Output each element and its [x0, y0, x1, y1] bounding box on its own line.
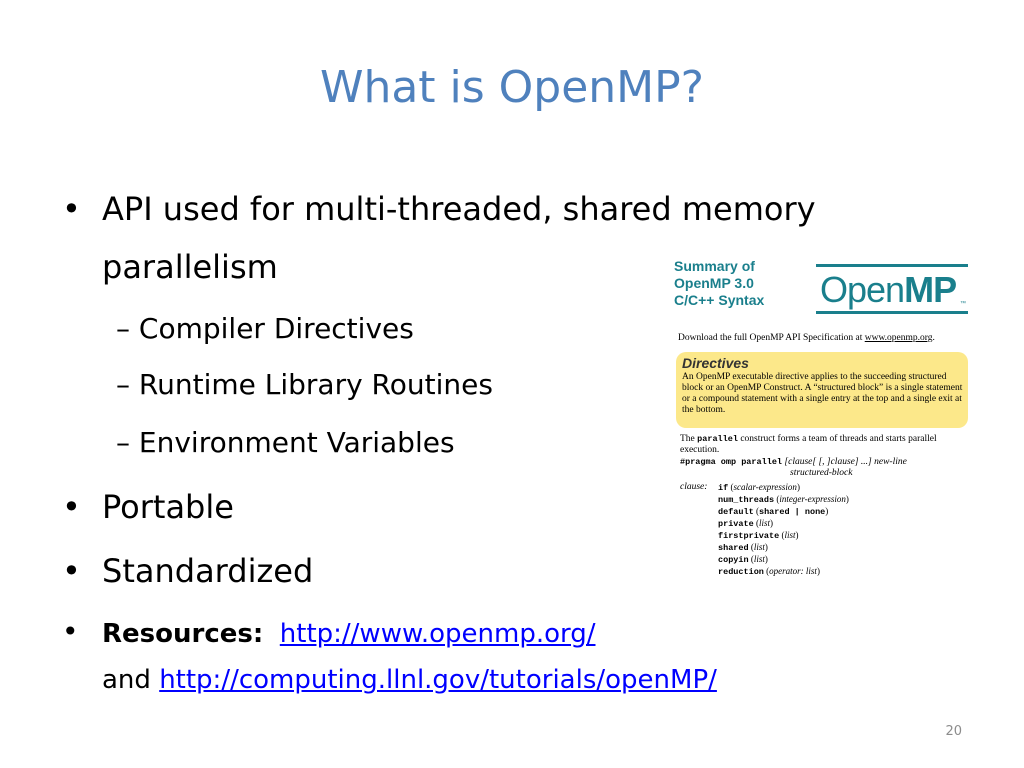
clause-list	[718, 482, 849, 578]
bullet-api-text: API used for multi-threaded, shared memory	[102, 190, 816, 228]
clause-keyword: shared	[718, 543, 749, 553]
logo-trademark: ™	[960, 301, 966, 307]
parallel-suffix: construct forms a team of threads and starts parallel execution.	[680, 434, 937, 455]
bullet-glyph: •	[62, 615, 79, 648]
clause-keyword: if	[718, 483, 729, 493]
clause-item: firstprivate (list)	[718, 530, 799, 541]
clause-item: default (shared | none)	[718, 506, 829, 517]
bullet-portable-text: Portable	[102, 488, 234, 526]
parallel-description	[680, 434, 964, 456]
clause-argument: list	[784, 530, 796, 540]
card-heading	[674, 258, 764, 309]
sub-bullet-compiler-directives: – Compiler Directives	[116, 312, 414, 345]
directives-text: An OpenMP executable directive applies to the succeeding structured block or an OpenMP Construct. A “structured block” is a single statement or a compound statement with a single entry at the top and a single exit at the bottom.	[682, 372, 963, 415]
clause-argument: integer-expression	[779, 494, 846, 504]
clause-keyword: copyin	[718, 555, 749, 565]
bullet-glyph: •	[62, 190, 81, 228]
card-heading-line: C/C++ Syntax	[674, 292, 765, 308]
clause-item: copyin (list)	[718, 554, 768, 565]
parallel-prefix: The	[680, 434, 698, 444]
download-prefix: Download the full OpenMP API Specification at	[678, 333, 865, 343]
clause-keyword: num_threads	[718, 495, 775, 505]
bullet-api-text-cont: parallelism	[102, 248, 278, 286]
logo-mp: MP	[904, 269, 957, 310]
clause-keyword: private	[718, 519, 754, 529]
sub-bullet-environment-variables: – Environment Variables	[116, 426, 455, 459]
logo-text	[820, 271, 956, 309]
directives-title: Directives	[682, 355, 749, 371]
clause-item: reduction (operator: list)	[718, 566, 820, 577]
clause-keyword: default	[718, 507, 754, 517]
clause-item: num_threads (integer-expression)	[718, 494, 849, 505]
card-heading-line: OpenMP 3.0	[674, 275, 754, 291]
clause-argument: scalar-expression	[733, 482, 797, 492]
directives-box	[676, 352, 968, 428]
clause-argument: list	[753, 554, 765, 564]
clause-argument: list	[753, 542, 765, 552]
slide-number: 20	[945, 724, 962, 739]
llnl-tutorial-link[interactable]: http://computing.llnl.gov/tutorials/openMP/	[159, 665, 717, 695]
clause-label: clause:	[680, 482, 708, 492]
structured-block-label: structured-block	[790, 468, 853, 478]
bullet-resources-line	[102, 618, 596, 650]
parallel-keyword: parallel	[697, 434, 738, 444]
clause-argument: shared | none	[758, 507, 826, 517]
openmp-org-link[interactable]: http://www.openmp.org/	[279, 619, 596, 649]
clause-item: shared (list)	[718, 542, 768, 553]
pragma-line	[680, 457, 907, 467]
openmp-summary-card-image	[672, 256, 972, 577]
download-suffix: .	[932, 333, 935, 343]
clause-argument: operator: list	[769, 566, 817, 576]
clause-keyword: reduction	[718, 567, 764, 577]
pragma-code: #pragma omp parallel	[680, 457, 783, 467]
download-link: www.openmp.org	[864, 333, 933, 343]
clause-argument: list	[758, 518, 770, 528]
bullet-standardized-text: Standardized	[102, 552, 314, 590]
slide-title: What is OpenMP?	[319, 62, 705, 113]
logo-open: Open	[820, 269, 905, 310]
download-note	[678, 333, 935, 343]
bullet-glyph: •	[62, 552, 81, 590]
pragma-args: [clause[ [, ]clause] ...] new-line	[782, 457, 907, 467]
clause-keyword: firstprivate	[718, 531, 780, 541]
openmp-logo	[816, 264, 968, 314]
and-text: and	[102, 665, 151, 695]
clause-item: private (list)	[718, 518, 773, 529]
sub-bullet-runtime-library: – Runtime Library Routines	[116, 368, 493, 401]
resources-line2	[102, 664, 717, 696]
clause-item: if (scalar-expression)	[718, 482, 800, 493]
resources-label: Resources:	[102, 619, 264, 649]
bullet-glyph: •	[62, 488, 81, 526]
card-heading-line: Summary of	[674, 258, 755, 274]
